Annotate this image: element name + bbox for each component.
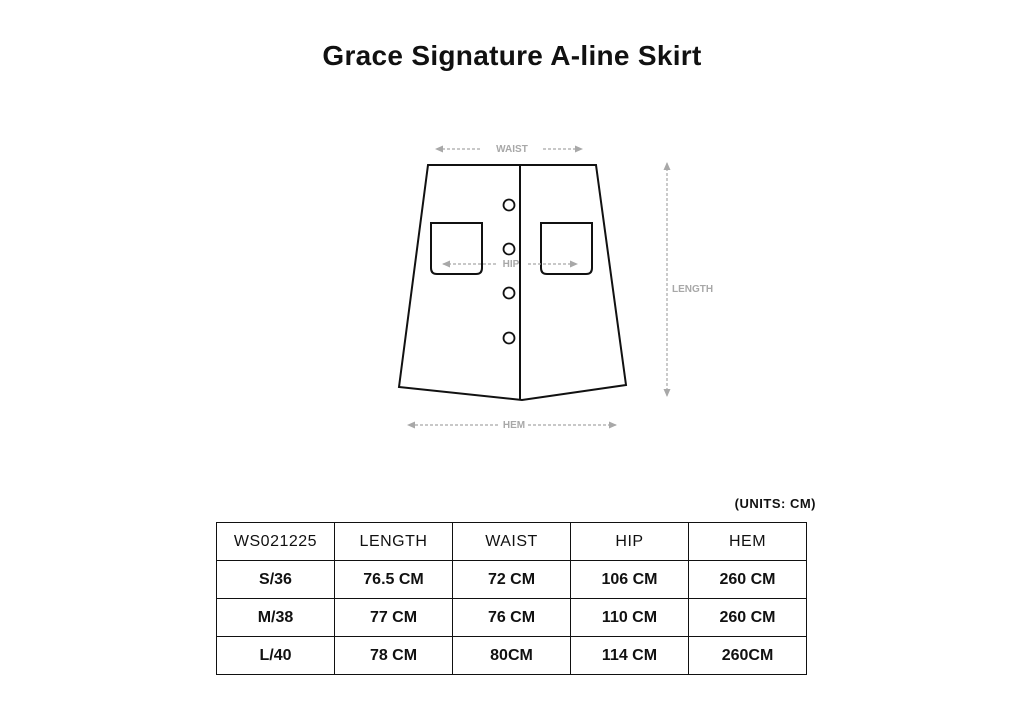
size-cell: M/38 bbox=[217, 599, 335, 637]
waist-cell: 76 CM bbox=[453, 599, 571, 637]
hip-cell: 114 CM bbox=[571, 637, 689, 675]
button-2 bbox=[504, 244, 515, 255]
header-waist: WAIST bbox=[453, 523, 571, 561]
units-note: (UNITS: CM) bbox=[734, 496, 816, 511]
waist-cell: 72 CM bbox=[453, 561, 571, 599]
page-title: Grace Signature A-line Skirt bbox=[322, 40, 702, 71]
hem-label: HEM bbox=[502, 420, 526, 431]
hem-cell: 260 CM bbox=[689, 561, 807, 599]
waist-label: WAIST bbox=[496, 144, 528, 155]
length-cell: 78 CM bbox=[335, 637, 453, 675]
table-row bbox=[217, 599, 807, 637]
waist-cell: 80CM bbox=[453, 637, 571, 675]
button-4 bbox=[504, 333, 515, 344]
hem-cell: 260CM bbox=[689, 637, 807, 675]
header-hip: HIP bbox=[571, 523, 689, 561]
length-label: LENGTH bbox=[672, 284, 714, 295]
table-row bbox=[217, 637, 807, 675]
header-length: LENGTH bbox=[335, 523, 453, 561]
header-hem: HEM bbox=[689, 523, 807, 561]
size-table bbox=[216, 522, 807, 675]
hip-cell: 110 CM bbox=[571, 599, 689, 637]
length-cell: 77 CM bbox=[335, 599, 453, 637]
length-cell: 76.5 CM bbox=[335, 561, 453, 599]
hem-cell: 260 CM bbox=[689, 599, 807, 637]
size-cell: S/36 bbox=[217, 561, 335, 599]
button-1 bbox=[504, 200, 515, 211]
hip-label: HIP bbox=[502, 259, 520, 270]
table-header-row bbox=[217, 523, 807, 561]
header-style-code: WS021225 bbox=[217, 523, 335, 561]
size-cell: L/40 bbox=[217, 637, 335, 675]
table-row bbox=[217, 561, 807, 599]
hip-cell: 106 CM bbox=[571, 561, 689, 599]
button-3 bbox=[504, 288, 515, 299]
